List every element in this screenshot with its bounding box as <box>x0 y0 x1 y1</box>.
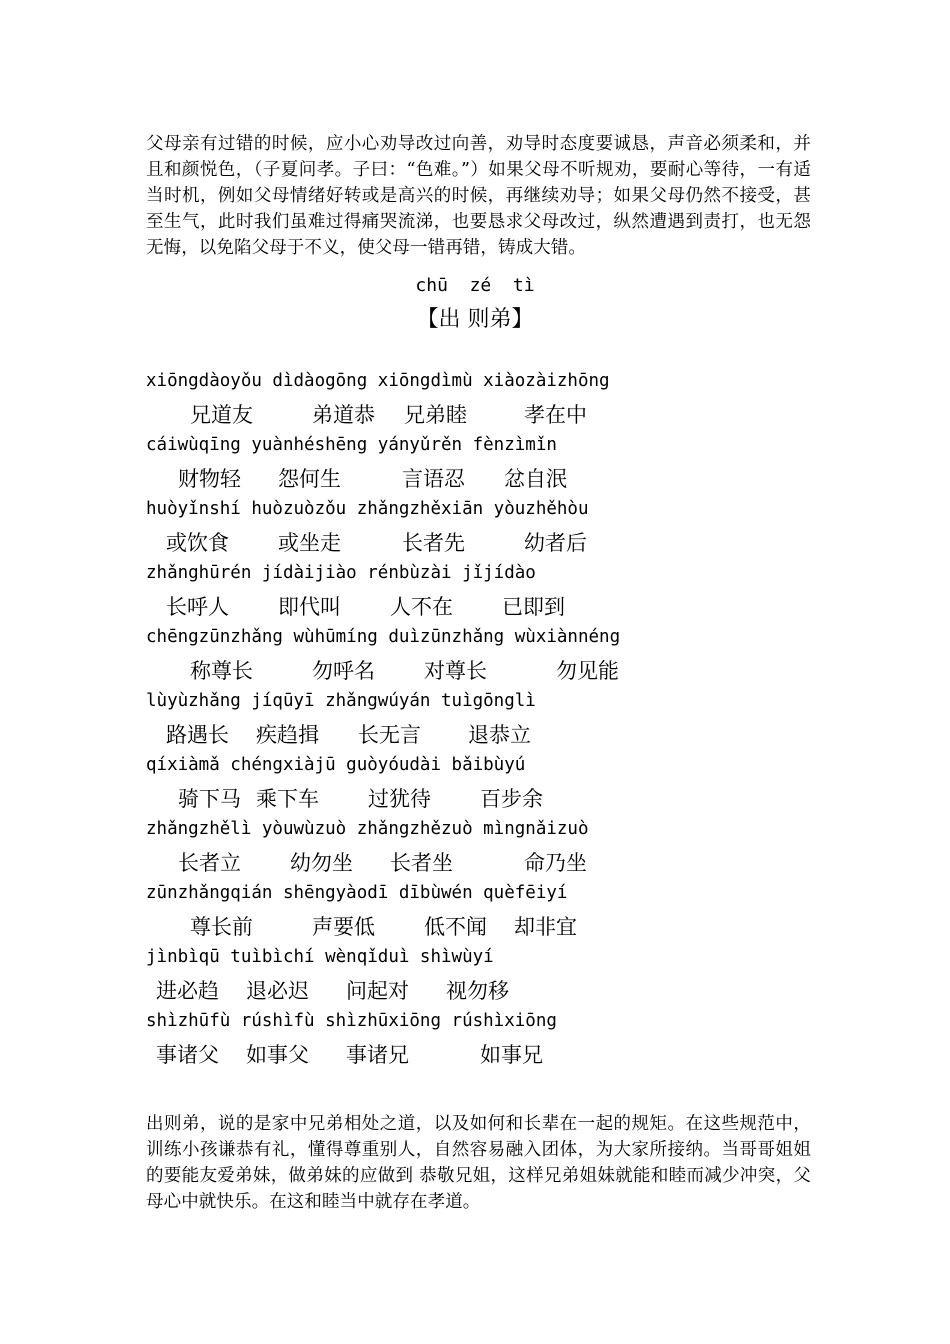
verse-phrase: 或饮食 <box>166 531 229 555</box>
verse-hanzi <box>146 464 846 496</box>
verse-phrase: 乘下车 <box>256 787 319 811</box>
verse-pinyin: chēngzūnzhǎng wùhūmíng duìzūnzhǎng wùxiànnéng <box>146 627 621 647</box>
verse-phrase: 称尊长 <box>190 659 253 683</box>
verse-8 <box>146 816 846 880</box>
verse-phrase: 或坐走 <box>278 531 341 555</box>
verse-phrase: 进必趋 <box>156 979 219 1003</box>
verse-phrase: 退必迟 <box>246 979 309 1003</box>
verse-hanzi <box>146 720 846 752</box>
verse-phrase: 勿见能 <box>556 659 619 683</box>
verse-6 <box>146 688 846 752</box>
verse-phrase: 事诸父 <box>156 1043 219 1067</box>
verse-pinyin: zūnzhǎngqián shēngyàodī dībùwén quèfēiyí <box>146 883 568 903</box>
verse-phrase: 弟道恭 <box>312 403 375 427</box>
verse-phrase: 幼勿坐 <box>290 851 353 875</box>
verse-phrase: 骑下马 <box>178 787 241 811</box>
verse-phrase: 声要低 <box>312 915 375 939</box>
verse-phrase: 怨何生 <box>278 467 341 491</box>
verse-hanzi <box>146 1040 846 1072</box>
verse-10 <box>146 944 846 1008</box>
verse-4 <box>146 560 846 624</box>
verse-phrase: 即代叫 <box>278 595 341 619</box>
verse-5 <box>146 624 846 688</box>
verse-phrase: 长者先 <box>402 531 465 555</box>
verse-list <box>146 368 846 1072</box>
verse-phrase: 对尊长 <box>424 659 487 683</box>
verse-phrase: 长者坐 <box>390 851 453 875</box>
intro-paragraph: 父母亲有过错的时候，应小心劝导改过向善，劝导时态度要诚恳，声音必须柔和，并且和颜悦色，（子夏问孝。子曰：“色难。”）如果父母不听规劝，要耐心等待，一有适当时机，例如父母情绪好转或是高兴的时候，再继续劝导；如果父母仍然不接受，甚至生气，此时我们虽难过得痛哭流涕，也要恳求父母改过，纵然遭遇到责打，也无怨无悔，以免陷父母于不义，使父母一错再错，铸成大错。 <box>146 133 811 258</box>
verse-pinyin: cáiwùqīng yuànhéshēng yányǔrěn fènzìmǐn <box>146 435 557 455</box>
verse-7 <box>146 752 846 816</box>
verse-phrase: 过犹待 <box>368 787 431 811</box>
verse-hanzi <box>146 592 846 624</box>
verse-pinyin: zhǎnghūrén jídàijiào rénbùzài jǐjídào <box>146 563 536 583</box>
verse-hanzi <box>146 528 846 560</box>
verse-phrase: 命乃坐 <box>524 851 587 875</box>
verse-phrase: 如事兄 <box>480 1043 543 1067</box>
verse-phrase: 尊长前 <box>190 915 253 939</box>
verse-2 <box>146 432 846 496</box>
verse-phrase: 已即到 <box>502 595 565 619</box>
verse-hanzi <box>146 400 846 432</box>
verse-phrase: 问起对 <box>346 979 409 1003</box>
verse-phrase: 勿呼名 <box>312 659 375 683</box>
verse-hanzi <box>146 656 846 688</box>
verse-phrase: 事诸兄 <box>346 1043 409 1067</box>
verse-phrase: 孝在中 <box>524 403 587 427</box>
verse-pinyin: shìzhūfù rúshìfù shìzhūxiōng rúshìxiōng <box>146 1011 557 1031</box>
verse-phrase: 视勿移 <box>446 979 509 1003</box>
verse-phrase: 却非宜 <box>514 915 577 939</box>
verse-hanzi <box>146 784 846 816</box>
section-title: 【出 则弟】 <box>416 307 534 332</box>
verse-pinyin: qíxiàmǎ chéngxiàjū guòyóudài bǎibùyú <box>146 755 526 775</box>
verse-pinyin: zhǎngzhělì yòuwùzuò zhǎngzhězuò mìngnǎizuò <box>146 819 589 839</box>
verse-phrase: 低不闻 <box>424 915 487 939</box>
verse-phrase: 路遇长 <box>166 723 229 747</box>
verse-pinyin: lùyùzhǎng jíqūyī zhǎngwúyán tuìgōnglì <box>146 691 536 711</box>
closing-paragraph: 出则弟，说的是家中兄弟相处之道，以及如何和长辈在一起的规矩。在这些规范中，训练小孩谦恭有礼，懂得尊重别人，自然容易融入团体，为大家所接纳。当哥哥姐姐的要能友爱弟妹，做弟妹的应做到 恭敬兄姐，这样兄弟姐妹就能和睦而减少冲突，父母心中就快乐。在这和睦当中就存在孝道。 <box>146 1113 811 1212</box>
verse-hanzi <box>146 912 846 944</box>
verse-pinyin: jìnbìqū tuìbìchí wènqǐduì shìwùyí <box>146 947 494 967</box>
verse-phrase: 长者立 <box>178 851 241 875</box>
verse-phrase: 长无言 <box>358 723 421 747</box>
verse-pinyin: xiōngdàoyǒu dìdàogōng xiōngdìmù xiàozàizhōng <box>146 371 610 391</box>
verse-1 <box>146 368 846 432</box>
verse-phrase: 幼者后 <box>524 531 587 555</box>
verse-phrase: 人不在 <box>390 595 453 619</box>
verse-phrase: 如事父 <box>246 1043 309 1067</box>
verse-phrase: 言语忍 <box>402 467 465 491</box>
verse-phrase: 忿自泯 <box>504 467 567 491</box>
verse-pinyin: huòyǐnshí huòzuòzǒu zhǎngzhěxiān yòuzhěhòu <box>146 499 589 519</box>
verse-phrase: 长呼人 <box>166 595 229 619</box>
verse-phrase: 百步余 <box>480 787 543 811</box>
verse-hanzi <box>146 976 846 1008</box>
verse-phrase: 退恭立 <box>468 723 531 747</box>
section-title-pinyin: chū zé tì <box>415 275 535 296</box>
verse-9 <box>146 880 846 944</box>
verse-3 <box>146 496 846 560</box>
verse-phrase: 兄道友 <box>190 403 253 427</box>
verse-phrase: 疾趋揖 <box>256 723 319 747</box>
verse-phrase: 兄弟睦 <box>404 403 467 427</box>
verse-phrase: 财物轻 <box>178 467 241 491</box>
verse-hanzi <box>146 848 846 880</box>
verse-11 <box>146 1008 846 1072</box>
